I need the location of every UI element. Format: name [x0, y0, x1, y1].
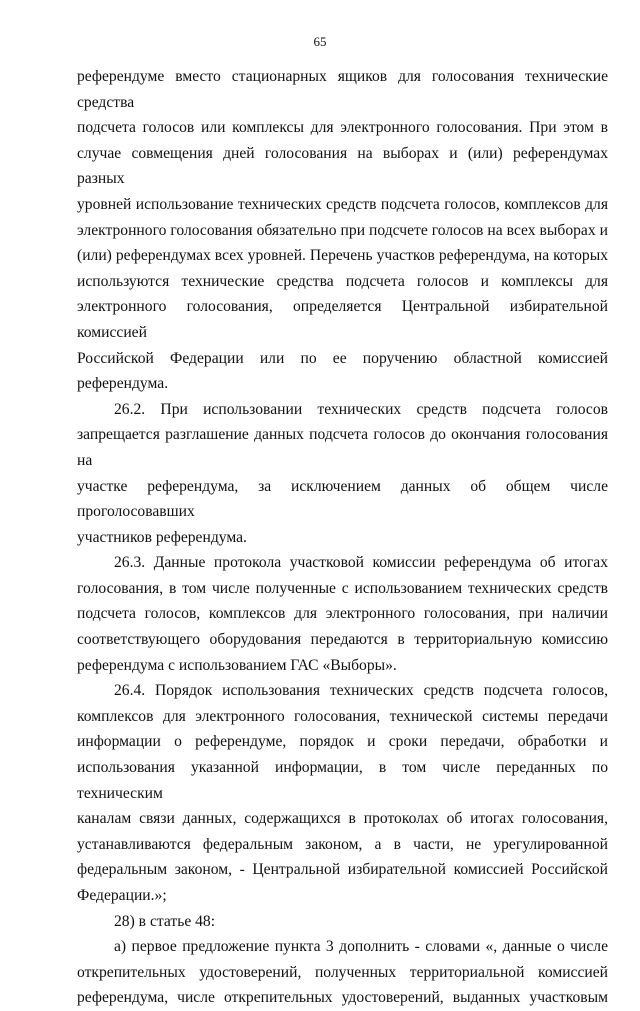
text-line: 26.2. При использовании технических средств подсчета голосов — [114, 400, 608, 418]
paragraph-p4 — [77, 678, 608, 908]
text-line: случае совмещения дней голосования на выборах и (или) референдумах разных — [77, 144, 608, 188]
text-line: электронного голосования, определяется Центральной избирательной комиссией — [77, 298, 608, 341]
paragraph-p6 — [77, 934, 608, 1011]
text-line: соответствующего оборудования передаются в территориальную комиссию — [77, 631, 608, 649]
text-line: уровней использование технических средств подсчета голосов, комплексов для — [77, 195, 608, 213]
text-line: федеральным законом, - Центральной избирательной комиссией Российской — [77, 861, 608, 879]
text-line: подсчета голосов или комплексы для электронного голосования. При этом в — [77, 119, 608, 137]
text-line: комплексов для электронного голосования, технической системы передачи — [77, 707, 608, 725]
text-line: участке референдума, за исключением данных об общем числе проголосовавших — [77, 477, 608, 521]
text-line: подсчета голосов, комплексов для электронного голосования, при наличии — [77, 605, 608, 623]
text-line: 26.4. Порядок использования технических средств подсчета голосов, — [114, 682, 608, 700]
paragraph-p2 — [77, 397, 608, 551]
text-line: запрещается разглашение данных подсчета голосов до окончания голосования на — [77, 426, 608, 469]
text-line: информации о референдуме, порядок и сроки передачи, обработки и — [77, 733, 608, 751]
paragraph-p5 — [77, 909, 608, 935]
text-line: каналам связи данных, содержащихся в протоколах об итогах голосования, — [77, 810, 608, 828]
text-line: 28) в статье 48: — [114, 912, 216, 930]
text-line: (или) референдумах всех уровней. Перечень участков референдума, на которых — [77, 247, 608, 265]
text-line: референдума с использованием ГАС «Выборы». — [77, 656, 397, 674]
text-line: Российской Федерации или по ее поручению областной комиссией референдума. — [77, 349, 608, 393]
text-line: а) первое предложение пункта 3 дополнить - словами «, данные о числе — [114, 938, 608, 956]
text-line: референдума, числе открепительных удостоверений, выданных участковым — [77, 989, 608, 1007]
text-line: участников референдума. — [77, 528, 247, 546]
text-line: референдуме вместо стационарных ящиков для голосования технические средства — [77, 68, 608, 111]
text-line: 26.3. Данные протокола участковой комиссии референдума об итогах — [114, 554, 608, 572]
text-line: использования указанной информации, в том числе переданных по техническим — [77, 759, 608, 802]
document-body — [77, 64, 608, 1011]
page-number: 65 — [313, 34, 327, 49]
text-line: голосования, в том числе полученные с использованием технических средств — [77, 579, 608, 597]
text-line: используются технические средства подсчета голосов и комплексы для — [77, 272, 608, 290]
text-line: Федерации.»; — [77, 887, 167, 904]
text-line: устанавливаются федеральным законом, а в части, не урегулированной — [77, 835, 608, 853]
paragraph-p3 — [77, 550, 608, 678]
paragraph-p1 — [77, 64, 608, 397]
text-line: электронного голосования обязательно при подсчете голосов на всех выборах и — [77, 221, 608, 239]
text-line: открепительных удостоверений, полученных территориальной комиссией — [77, 963, 608, 981]
